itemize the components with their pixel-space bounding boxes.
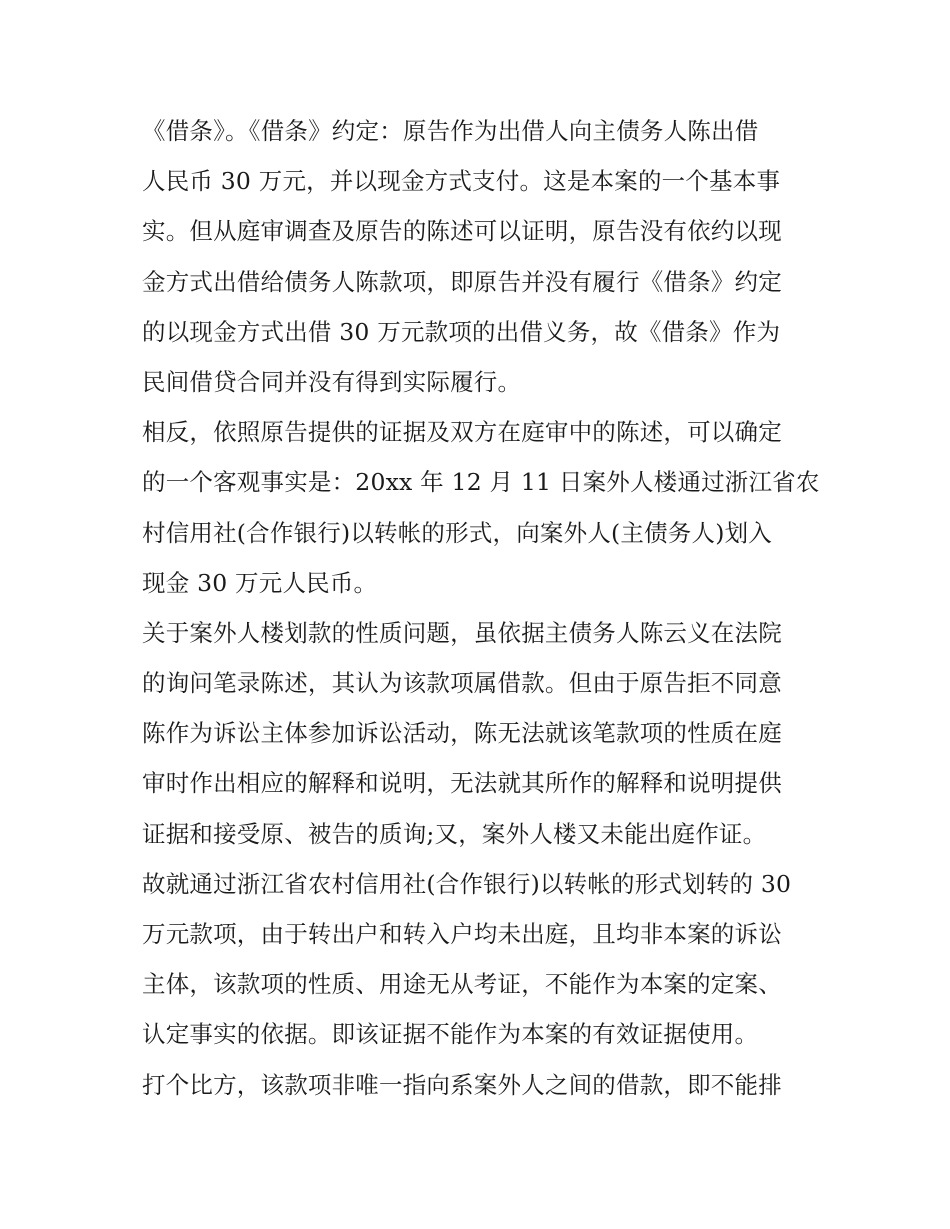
text-line: 《借条》。《借条》约定：原告作为出借人向主债务人陈出借 — [142, 117, 759, 145]
text-line: 认定事实的依据。即该证据不能作为本案的有效证据使用。 — [142, 1020, 759, 1049]
text-line: 审时作出相应的解释和说明，无法就其所作的解释和说明提供 — [142, 769, 782, 798]
text-line: 民间借贷合同并没有得到实际履行。 — [142, 367, 522, 396]
text-line: 金方式出借给债务人陈款项，即原告并没有履行《借条》约定 — [142, 267, 782, 296]
text-line: 的询问笔录陈述，其认为该款项属借款。但由于原告拒不同意 — [142, 669, 782, 698]
text-line: 的一个客观事实是：20xx 年 12 月 11 日案外人楼通过浙江省农 — [142, 468, 820, 497]
text-line: 万元款项，由于转出户和转入户均未出庭，且均非本案的诉讼 — [142, 920, 782, 948]
text-line: 的以现金方式出借 30 万元款项的出借义务，故《借条》作为 — [142, 317, 781, 346]
text-line: 证据和接受原、被告的质询;又，案外人楼又未能出庭作证。 — [142, 819, 767, 848]
paragraph-5 — [142, 1060, 814, 1110]
text-line: 故就通过浙江省农村信用社(合作银行)以转帐的形式划转的 30 — [142, 869, 792, 898]
text-line: 关于案外人楼划款的性质问题，虽依据主债务人陈云义在法院 — [142, 618, 782, 647]
text-line: 陈作为诉讼主体参加诉讼活动，陈无法就该笔款项的性质在庭 — [142, 719, 782, 748]
paragraph-3 — [142, 608, 814, 859]
paragraph-2 — [142, 407, 820, 608]
text-line: 村信用社(合作银行)以转帐的形式，向案外人(主债务人)划入 — [142, 518, 772, 547]
text-line: 人民币 30 万元，并以现金方式支付。这是本案的一个基本事 — [142, 167, 781, 196]
document-body — [142, 106, 820, 1110]
text-line: 主体，该款项的性质、用途无从考证，不能作为本案的定案、 — [142, 970, 782, 999]
text-line: 现金 30 万元人民币。 — [142, 568, 378, 597]
paragraph-1 — [142, 106, 814, 407]
text-line: 相反，依照原告提供的证据及双方在庭审中的陈述，可以确定 — [142, 418, 782, 447]
paragraph-4 — [142, 859, 814, 1060]
text-line: 实。但从庭审调查及原告的陈述可以证明，原告没有依约以现 — [142, 217, 782, 246]
text-line: 打个比方，该款项非唯一指向系案外人之间的借款，即不能排 — [142, 1070, 782, 1099]
